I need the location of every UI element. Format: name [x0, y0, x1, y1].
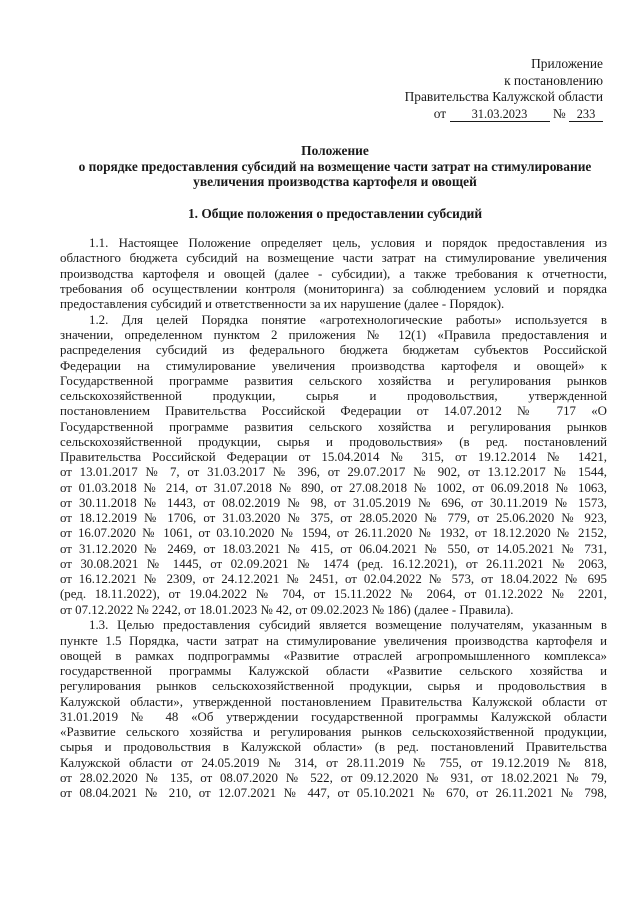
document-title — [40, 143, 630, 190]
paragraph-line: постановлением Правительства Российской Федерации от 14.07.2012 № 717 «О — [60, 404, 607, 419]
paragraph-line: от 30.08.2021 № 1445, от 02.09.2021 № 1474 (ред. 16.12.2021), от 26.11.2021 № 2063, — [60, 556, 607, 571]
paragraph-line: от 13.01.2017 № 7, от 31.03.2017 № 396, от 29.07.2017 № 902, от 13.12.2017 № 1544, — [60, 465, 607, 480]
paragraph-line: сырья и продовольствия в Калужской области» (в ред. постановлений Правительства — [60, 740, 607, 755]
paragraph-line: (ред. 18.11.2022), от 19.04.2022 № 704, от 15.11.2022 № 2064, от 01.12.2022 № 2201, — [60, 587, 607, 602]
paragraph-line: Правительства Российской Федерации от 15.04.2014 № 315, от 19.12.2014 № 1421, — [60, 450, 607, 465]
paragraph-line: регулирования рынков сельскохозяйственной продукции, сырья и продовольствия в — [60, 679, 607, 694]
paragraph-line: сельскохозяйственной продукции, сырья и продовольствия, утвержденной — [60, 389, 607, 404]
appendix-authority: Правительства Калужской области — [404, 89, 603, 104]
paragraph-line: от 08.04.2021 № 210, от 12.07.2021 № 447, от 05.10.2021 № 670, от 26.11.2021 № 798, — [60, 786, 607, 801]
paragraph-line: 31.01.2019 № 48 «Об утверждении государственной программы Калужской области — [60, 709, 607, 724]
date-prefix: от — [433, 105, 447, 121]
paragraph-line: распределения субсидий из федерального бюджета бюджетам субъектов Российской — [60, 343, 607, 358]
paragraph-line: Государственной программе развития сельского хозяйства и регулирования рынков — [60, 419, 607, 434]
paragraph-line: Калужской области», утвержденной постановлением Правительства Калужской области от — [60, 694, 607, 709]
paragraph-line: пункте 1.5 Порядка, части затрат на стимулирование увеличения производства картофеля и — [60, 633, 607, 648]
paragraph-line: от 16.07.2020 № 1061, от 03.10.2020 № 1594, от 26.11.2020 № 1932, от 18.12.2020 № 2152, — [60, 526, 607, 541]
paragraph-line: от 01.03.2018 № 214, от 31.07.2018 № 890, от 27.08.2018 № 1002, от 06.09.2018 № 1063, — [60, 480, 607, 495]
title-line-2: о порядке предоставления субсидий на возмещение части затрат на стимулирование — [78, 158, 592, 174]
decree-date: 31.03.2023 — [450, 108, 550, 122]
paragraph-1-3 — [60, 618, 607, 801]
paragraph-line: требования об осуществлении контроля (мониторинга) за соблюдением условий и порядка — [60, 281, 607, 296]
appendix-ref-line: к постановлению — [504, 72, 603, 88]
paragraph-line: от 07.12.2022 № 2242, от 18.01.2023 № 42, от 09.02.2023 № 186) (далее - Правила). — [60, 602, 514, 617]
paragraph-line: Калужской области от 24.05.2019 № 314, от 28.11.2019 № 755, от 19.12.2019 № 818, — [60, 755, 607, 770]
paragraph-1-1 — [60, 236, 607, 312]
title-line-1: Положение — [301, 143, 369, 158]
title-line-3: увеличения производства картофеля и овощей — [193, 174, 477, 189]
paragraph-line: от 16.12.2021 № 2309, от 24.12.2021 № 2451, от 02.04.2022 № 573, от 18.04.2022 № 695 — [60, 572, 607, 587]
paragraph-line: предоставления субсидий и ответственности за их нарушение (далее - Порядок). — [60, 297, 505, 311]
paragraph-line: производства картофеля и овощей (далее - субсидии), а также требования к отчетности, — [60, 266, 607, 281]
document-body — [60, 236, 607, 801]
paragraph-line: значении, определенном пунктом 2 приложения № 12(1) «Правила предоставления и — [60, 328, 607, 343]
paragraph-line: 1.3. Целью предоставления субсидий является возмещение получателям, указанным в — [89, 618, 607, 633]
appendix-label: Приложение — [531, 56, 603, 71]
paragraph-line: овощей в рамках подпрограммы «Развитие отраслей агропромышленного комплекса» — [60, 648, 607, 663]
paragraph-line: Государственной программе развития сельского хозяйства и регулирования рынков — [60, 373, 607, 388]
paragraph-line: 1.2. Для целей Порядка понятие «агротехнологические работы» используется в — [89, 312, 607, 327]
paragraph-line: государственной программы Калужской области «Развитие сельского хозяйства и — [60, 664, 607, 679]
paragraph-line: от 30.11.2018 № 1443, от 08.02.2019 № 98, от 31.05.2019 № 696, от 30.11.2019 № 1573, — [60, 495, 607, 510]
paragraph-line: от 31.12.2020 № 2469, от 18.03.2021 № 415, от 06.04.2021 № 550, от 14.05.2021 № 731, — [60, 541, 607, 556]
paragraph-line: областного бюджета субсидий на возмещение части затрат на стимулирование увеличения — [60, 251, 607, 266]
appendix-header — [343, 56, 603, 122]
decree-number: 233 — [569, 108, 603, 122]
paragraph-line: от 18.12.2019 № 1706, от 31.03.2020 № 375, от 28.05.2020 № 779, от 25.06.2020 № 923, — [60, 511, 607, 526]
paragraph-line: «Развитие сельского хозяйства и регулирования рынков сельскохозяйственной продукции, — [60, 725, 607, 740]
paragraph-line: от 28.02.2020 № 135, от 08.07.2020 № 522, от 09.12.2020 № 931, от 18.02.2021 № 79, — [60, 770, 607, 785]
paragraph-line: 1.1. Настоящее Положение определяет цель, условия и порядок предоставления из — [89, 236, 607, 250]
paragraph-line: сельскохозяйственной продукции, сырья и продовольствия» (в ред. постановлений — [60, 434, 607, 449]
number-sign: № — [552, 105, 566, 121]
paragraph-line: Федерации на стимулирование увеличения производства картофеля и овощей» к — [60, 358, 607, 373]
appendix-date-number-line — [343, 106, 603, 123]
section-heading: 1. Общие положения о предоставлении субсидий — [187, 206, 483, 221]
paragraph-1-2 — [60, 313, 607, 618]
